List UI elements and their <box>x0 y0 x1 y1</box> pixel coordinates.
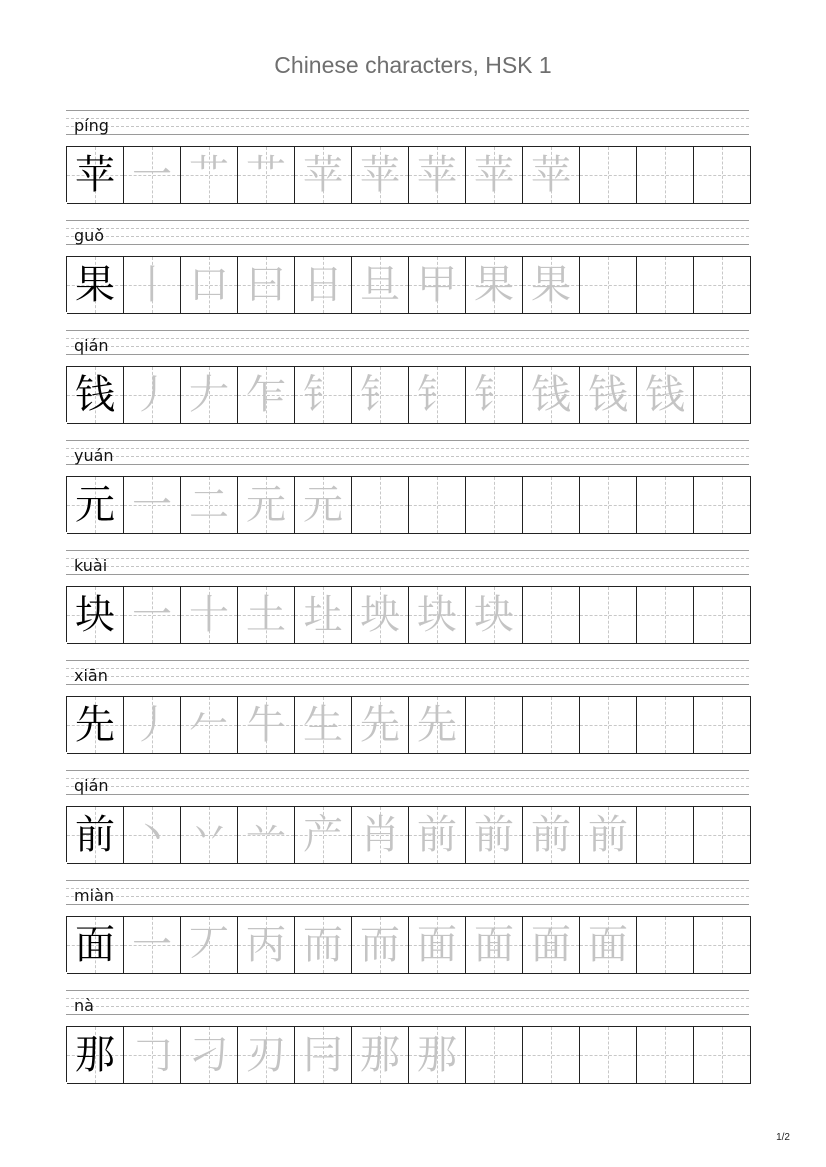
practice-sheet <box>66 110 749 1100</box>
grid-cell <box>694 916 751 974</box>
stroke-order-step: 丿 <box>132 702 172 748</box>
grid-cell <box>67 476 124 534</box>
grid-cell <box>523 586 580 644</box>
stroke-order-step: 丶 <box>132 812 172 858</box>
model-character: 苹 <box>75 152 115 198</box>
stroke-order-step: 圵 <box>303 592 343 638</box>
grid-cell <box>580 366 637 424</box>
grid-cell <box>295 256 352 314</box>
grid-cell <box>67 256 124 314</box>
pinyin-guide-lines <box>66 660 749 684</box>
grid-cell <box>295 366 352 424</box>
practice-row <box>66 880 749 990</box>
grid-cell <box>580 916 637 974</box>
stroke-order-step: 面 <box>588 922 628 968</box>
pinyin-guide-lines <box>66 110 749 134</box>
stroke-order-step: 生 <box>303 702 343 748</box>
character-grid <box>66 366 749 422</box>
grid-cell <box>637 586 694 644</box>
pinyin-guide-lines <box>66 550 749 574</box>
stroke-order-step: 苹 <box>360 152 400 198</box>
pinyin-guide-lines <box>66 990 749 1014</box>
grid-cell <box>67 586 124 644</box>
grid-cell <box>238 806 295 864</box>
character-grid <box>66 256 749 312</box>
grid-cell <box>637 1026 694 1084</box>
grid-cell <box>523 366 580 424</box>
grid-cell <box>466 146 523 204</box>
grid-cell <box>694 586 751 644</box>
grid-cell <box>67 806 124 864</box>
grid-cell <box>466 256 523 314</box>
stroke-order-step: 口 <box>189 262 229 308</box>
grid-cell <box>352 696 409 754</box>
grid-cell <box>238 366 295 424</box>
stroke-order-step: 乍 <box>246 372 286 418</box>
grid-cell <box>295 146 352 204</box>
grid-cell <box>295 696 352 754</box>
grid-cell <box>352 586 409 644</box>
stroke-order-step: 块 <box>417 592 457 638</box>
grid-cell <box>694 256 751 314</box>
grid-cell <box>295 1026 352 1084</box>
grid-cell <box>409 806 466 864</box>
grid-cell <box>523 1026 580 1084</box>
stroke-order-step: 刁 <box>189 1032 229 1078</box>
character-grid <box>66 806 749 862</box>
grid-cell <box>409 1026 466 1084</box>
stroke-order-step: 𠂉 <box>189 702 229 748</box>
stroke-order-step: 钅 <box>417 372 457 418</box>
stroke-order-step: 牛 <box>246 702 286 748</box>
grid-cell <box>466 806 523 864</box>
stroke-order-step: 钅 <box>303 372 343 418</box>
grid-cell <box>181 696 238 754</box>
grid-cell <box>409 476 466 534</box>
grid-cell <box>580 146 637 204</box>
model-character: 先 <box>75 702 115 748</box>
character-grid <box>66 586 749 642</box>
grid-cell <box>580 476 637 534</box>
practice-row <box>66 110 749 220</box>
practice-row <box>66 660 749 770</box>
stroke-order-step: 旦 <box>360 262 400 308</box>
grid-cell <box>523 256 580 314</box>
grid-cell <box>67 146 124 204</box>
grid-cell <box>124 1026 181 1084</box>
stroke-order-step: 而 <box>303 922 343 968</box>
grid-cell <box>352 146 409 204</box>
grid-cell <box>67 1026 124 1084</box>
pinyin-guide-lines <box>66 770 749 794</box>
grid-cell <box>352 256 409 314</box>
stroke-order-step: 钱 <box>531 372 571 418</box>
pinyin-label: xiān <box>74 666 108 685</box>
stroke-order-step: 一 <box>132 152 172 198</box>
stroke-order-step: 果 <box>474 262 514 308</box>
page-number: 1/2 <box>776 1132 790 1143</box>
stroke-order-step: 冃 <box>303 1032 343 1078</box>
character-grid <box>66 146 749 202</box>
stroke-order-step: 钱 <box>588 372 628 418</box>
stroke-order-step: 果 <box>531 262 571 308</box>
stroke-order-step: 苹 <box>474 152 514 198</box>
stroke-order-step: 丆 <box>189 922 229 968</box>
grid-cell <box>238 146 295 204</box>
grid-cell <box>124 256 181 314</box>
grid-cell <box>124 476 181 534</box>
grid-cell <box>295 916 352 974</box>
stroke-order-step: 前 <box>588 812 628 858</box>
grid-cell <box>295 476 352 534</box>
stroke-order-step: 坱 <box>360 592 400 638</box>
stroke-order-step: 丷 <box>189 812 229 858</box>
grid-cell <box>181 806 238 864</box>
pinyin-guide-lines <box>66 440 749 464</box>
grid-cell <box>238 696 295 754</box>
grid-cell <box>580 256 637 314</box>
grid-cell <box>181 146 238 204</box>
grid-cell <box>124 146 181 204</box>
grid-cell <box>637 256 694 314</box>
stroke-order-step: 钅 <box>474 372 514 418</box>
grid-cell <box>637 366 694 424</box>
grid-cell <box>409 586 466 644</box>
stroke-order-step: 苹 <box>303 152 343 198</box>
stroke-order-step: 产 <box>303 812 343 858</box>
grid-cell <box>352 806 409 864</box>
stroke-order-step: 元 <box>246 482 286 528</box>
stroke-order-step: 前 <box>417 812 457 858</box>
grid-cell <box>466 366 523 424</box>
grid-cell <box>238 916 295 974</box>
character-grid <box>66 696 749 752</box>
stroke-order-step: 块 <box>474 592 514 638</box>
model-character: 面 <box>75 922 115 968</box>
grid-cell <box>352 1026 409 1084</box>
character-grid <box>66 476 749 532</box>
grid-cell <box>466 1026 523 1084</box>
stroke-order-step: 那 <box>417 1032 457 1078</box>
grid-cell <box>637 476 694 534</box>
grid-cell <box>238 586 295 644</box>
grid-cell <box>238 476 295 534</box>
pinyin-label: qián <box>74 776 109 795</box>
stroke-order-step: 前 <box>531 812 571 858</box>
grid-cell <box>181 366 238 424</box>
practice-row <box>66 440 749 550</box>
grid-cell <box>295 586 352 644</box>
grid-cell <box>580 1026 637 1084</box>
grid-cell <box>694 696 751 754</box>
grid-cell <box>238 1026 295 1084</box>
stroke-order-step: 面 <box>531 922 571 968</box>
stroke-order-step: 丙 <box>246 922 286 968</box>
stroke-order-step: 一 <box>132 922 172 968</box>
grid-cell <box>238 256 295 314</box>
stroke-order-step: 先 <box>417 702 457 748</box>
grid-cell <box>409 256 466 314</box>
stroke-order-step: 元 <box>303 482 343 528</box>
grid-cell <box>694 366 751 424</box>
grid-cell <box>352 476 409 534</box>
grid-cell <box>466 476 523 534</box>
pinyin-label: miàn <box>74 886 114 905</box>
grid-cell <box>124 696 181 754</box>
pinyin-label: kuài <box>74 556 108 575</box>
model-character: 元 <box>75 482 115 528</box>
grid-cell <box>580 586 637 644</box>
grid-cell <box>466 586 523 644</box>
pinyin-guide-lines <box>66 330 749 354</box>
character-grid <box>66 1026 749 1082</box>
stroke-order-step: 苹 <box>417 152 457 198</box>
model-character: 前 <box>75 812 115 858</box>
stroke-order-step: 丿 <box>132 372 172 418</box>
grid-cell <box>352 916 409 974</box>
grid-cell <box>67 916 124 974</box>
grid-cell <box>352 366 409 424</box>
stroke-order-step: 二 <box>189 482 229 528</box>
grid-cell <box>181 256 238 314</box>
grid-cell <box>694 1026 751 1084</box>
grid-cell <box>523 916 580 974</box>
stroke-order-step: 面 <box>417 922 457 968</box>
pinyin-label: nà <box>74 996 94 1015</box>
grid-cell <box>124 366 181 424</box>
grid-cell <box>295 806 352 864</box>
stroke-order-step: 一 <box>132 482 172 528</box>
stroke-order-step: 艹 <box>189 152 229 198</box>
grid-cell <box>637 146 694 204</box>
grid-cell <box>67 366 124 424</box>
grid-cell <box>637 806 694 864</box>
stroke-order-step: 䒑 <box>246 812 286 858</box>
stroke-order-step: 苹 <box>531 152 571 198</box>
stroke-order-step: 十 <box>189 592 229 638</box>
grid-cell <box>181 476 238 534</box>
page-title: Chinese characters, HSK 1 <box>274 52 552 78</box>
pinyin-label: yuán <box>74 446 114 465</box>
stroke-order-step: 钱 <box>645 372 685 418</box>
stroke-order-step: 而 <box>360 922 400 968</box>
grid-cell <box>466 916 523 974</box>
practice-row <box>66 220 749 330</box>
model-character: 钱 <box>75 372 115 418</box>
grid-cell <box>181 916 238 974</box>
grid-cell <box>523 476 580 534</box>
character-grid <box>66 916 749 972</box>
grid-cell <box>124 806 181 864</box>
grid-cell <box>637 916 694 974</box>
stroke-order-step: 肖 <box>360 812 400 858</box>
stroke-order-step: 刃 <box>246 1032 286 1078</box>
grid-cell <box>580 806 637 864</box>
grid-cell <box>694 476 751 534</box>
grid-cell <box>67 696 124 754</box>
grid-cell <box>409 366 466 424</box>
stroke-order-step: 一 <box>132 592 172 638</box>
pinyin-guide-lines <box>66 880 749 904</box>
stroke-order-step: 先 <box>360 702 400 748</box>
model-character: 那 <box>75 1032 115 1078</box>
stroke-order-step: 甲 <box>417 262 457 308</box>
grid-cell <box>409 146 466 204</box>
grid-cell <box>409 916 466 974</box>
grid-cell <box>694 146 751 204</box>
stroke-order-step: 那 <box>360 1032 400 1078</box>
practice-row <box>66 330 749 440</box>
grid-cell <box>637 696 694 754</box>
practice-row <box>66 770 749 880</box>
model-character: 块 <box>75 592 115 638</box>
grid-cell <box>580 696 637 754</box>
pinyin-guide-lines <box>66 220 749 244</box>
grid-cell <box>523 146 580 204</box>
stroke-order-step: 曰 <box>246 262 286 308</box>
stroke-order-step: 𠃌 <box>132 1032 172 1078</box>
stroke-order-step: 日 <box>303 262 343 308</box>
grid-cell <box>181 1026 238 1084</box>
grid-cell <box>694 806 751 864</box>
stroke-order-step: 钅 <box>360 372 400 418</box>
stroke-order-step: 艹 <box>246 152 286 198</box>
stroke-order-step: 𠂇 <box>189 372 229 418</box>
grid-cell <box>124 916 181 974</box>
practice-row <box>66 990 749 1100</box>
grid-cell <box>181 586 238 644</box>
grid-cell <box>409 696 466 754</box>
model-character: 果 <box>75 262 115 308</box>
stroke-order-step: 前 <box>474 812 514 858</box>
stroke-order-step: 土 <box>246 592 286 638</box>
pinyin-label: guǒ <box>74 226 105 245</box>
grid-cell <box>124 586 181 644</box>
stroke-order-step: 面 <box>474 922 514 968</box>
stroke-order-step: 丨 <box>132 262 172 308</box>
grid-cell <box>466 696 523 754</box>
pinyin-label: qián <box>74 336 109 355</box>
pinyin-label: píng <box>74 116 109 135</box>
grid-cell <box>523 696 580 754</box>
practice-row <box>66 550 749 660</box>
grid-cell <box>523 806 580 864</box>
